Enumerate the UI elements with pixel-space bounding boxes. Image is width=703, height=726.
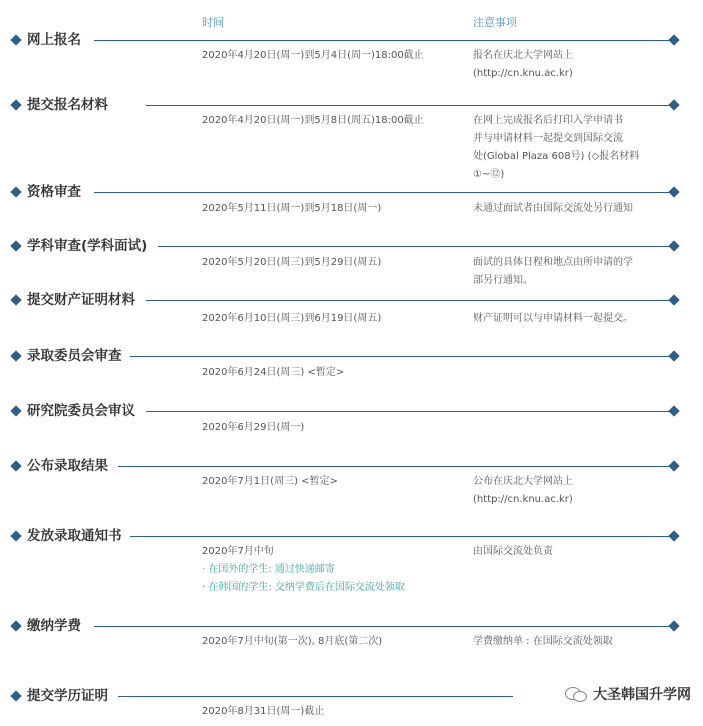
time-line: 2020年7月中旬 [202, 546, 274, 557]
step-time [202, 473, 338, 491]
step-title: 发放录取通知书 [27, 528, 122, 544]
step-time [202, 112, 424, 130]
diamond-marker-icon [668, 530, 679, 541]
time-line: 2020年5月11日(周一)到5月18日(周一) [202, 203, 382, 214]
diamond-marker-icon [10, 350, 21, 361]
step-title: 提交学历证明 [27, 688, 108, 704]
step-divider [146, 105, 673, 106]
step-divider [118, 466, 673, 467]
note-line: 学费缴纳单 : 在国际交流处领取 [473, 636, 613, 647]
note-line: 处(Global Plaza 608号) (◇报名材料 [473, 151, 640, 162]
diamond-marker-icon [10, 186, 21, 197]
diamond-marker-icon [10, 460, 21, 471]
step-header [0, 182, 703, 202]
wechat-icon [565, 685, 587, 703]
step-time [202, 200, 381, 218]
step-header [0, 290, 703, 310]
step-divider [118, 696, 513, 697]
diamond-marker-icon [668, 34, 679, 45]
step-notes [473, 473, 658, 509]
step-title: 录取委员会审查 [27, 348, 122, 364]
diamond-marker-icon [668, 405, 679, 416]
step-notes [473, 112, 658, 184]
diamond-marker-icon [668, 460, 679, 471]
diamond-marker-icon [668, 294, 679, 305]
column-header-time: 时间 [202, 16, 224, 29]
step-time [202, 254, 381, 272]
diamond-marker-icon [10, 240, 21, 251]
step-title: 缴纳学费 [27, 618, 81, 634]
note-line: 报名在庆北大学网站上 [473, 50, 573, 61]
step-title: 研究院委员会审议 [27, 403, 135, 419]
time-line: 2020年6月10日(周三)到6月19日(周五) [202, 313, 382, 324]
step-header [0, 346, 703, 366]
time-line: 2020年6月24日(周三) <暂定> [202, 367, 345, 378]
diamond-marker-icon [10, 405, 21, 416]
diamond-marker-icon [668, 99, 679, 110]
diamond-marker-icon [10, 690, 21, 701]
step-divider [130, 536, 673, 537]
step-header [0, 401, 703, 421]
step-divider [94, 626, 673, 627]
step-time [202, 543, 405, 597]
time-line: 2020年5月20日(周三)到5月29日(周五) [202, 257, 382, 268]
note-line: 公布在庆北大学网站上 [473, 476, 573, 487]
step-notes [473, 310, 658, 328]
diamond-marker-icon [10, 620, 21, 631]
step-divider [94, 192, 673, 193]
step-time [202, 703, 324, 721]
step-title: 提交财产证明材料 [27, 292, 135, 308]
time-line: 2020年7月中旬(第一次), 8月底(第二次) [202, 636, 383, 647]
note-line: 部另行通知。 [473, 275, 533, 286]
note-line: 未通过面试者由国际交流处另行通知 [473, 203, 633, 214]
note-line: 面试的具体日程和地点由所申请的学 [473, 257, 633, 268]
note-line: (http://cn.knu.ac.kr) [473, 68, 573, 79]
note-line: 财产证明可以与申请材料一起提交。 [473, 313, 633, 324]
diamond-marker-icon [10, 294, 21, 305]
note-line: ①~⑫) [473, 169, 505, 180]
time-sub-line: · 在韩国的学生: 交纳学费后在国际交流处领取 [202, 582, 405, 593]
diamond-marker-icon [10, 34, 21, 45]
step-title: 资格审查 [27, 184, 81, 200]
diamond-marker-icon [668, 350, 679, 361]
time-line: 2020年4月20日(周一)到5月8日(周五)18:00截止 [202, 115, 424, 126]
step-time [202, 419, 304, 437]
step-divider [130, 356, 673, 357]
column-header-notes: 注意事项 [473, 16, 517, 29]
time-line: 2020年4月20日(周一)到5月4日(周一)18:00截止 [202, 50, 424, 61]
step-time [202, 364, 344, 382]
note-line: 在网上完成报名后打印入学申请书 [473, 115, 623, 126]
time-line: 2020年8月31日(周一)截止 [202, 706, 325, 717]
step-notes [473, 633, 658, 651]
time-line: 2020年6月29日(周一) [202, 422, 305, 433]
step-title: 提交报名材料 [27, 97, 108, 113]
step-title: 学科审查(学科面试) [27, 238, 148, 254]
step-header [0, 236, 703, 256]
step-time [202, 633, 382, 651]
diamond-marker-icon [10, 530, 21, 541]
step-time [202, 310, 381, 328]
step-title: 公布录取结果 [27, 458, 108, 474]
time-line: 2020年7月1日(周三) <暂定> [202, 476, 338, 487]
step-notes [473, 543, 658, 561]
step-divider [94, 40, 673, 41]
watermark-text: 大圣韩国升学网 [593, 687, 691, 703]
note-line: 并与申请材料一起提交到国际交流 [473, 133, 623, 144]
time-sub-line: · 在国外的学生: 通过快递邮寄 [202, 564, 335, 575]
step-notes [473, 47, 658, 83]
diamond-marker-icon [668, 186, 679, 197]
step-divider [146, 300, 673, 301]
step-divider [158, 246, 673, 247]
step-divider [146, 411, 673, 412]
watermark [565, 684, 691, 704]
step-title: 网上报名 [27, 32, 81, 48]
step-notes [473, 254, 658, 290]
note-line: (http://cn.knu.ac.kr) [473, 494, 573, 505]
diamond-marker-icon [668, 240, 679, 251]
note-line: 由国际交流处负责 [473, 546, 553, 557]
diamond-marker-icon [668, 620, 679, 631]
step-notes [473, 200, 658, 218]
step-time [202, 47, 424, 65]
diamond-marker-icon [10, 99, 21, 110]
